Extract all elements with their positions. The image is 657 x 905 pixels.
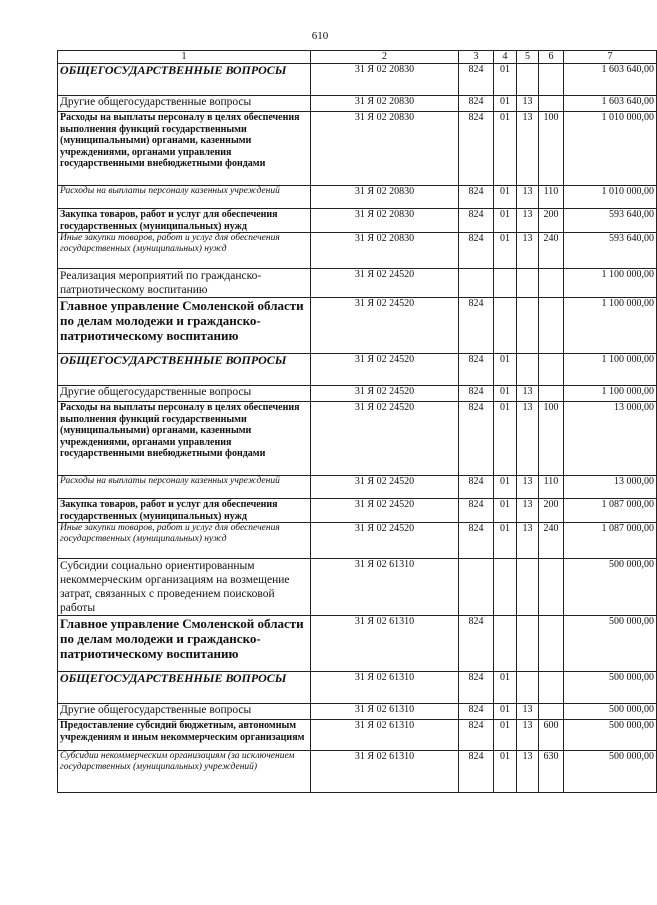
cell-row-name: Другие общегосударственные вопросы <box>58 386 311 402</box>
cell-section-code: 01 <box>494 672 517 704</box>
cell-row-name: ОБЩЕГОСУДАРСТВЕННЫЕ ВОПРОСЫ <box>58 672 311 704</box>
cell-section-code: 01 <box>494 476 517 499</box>
cell-amount: 1 100 000,00 <box>564 298 657 354</box>
cell-amount: 1 100 000,00 <box>564 386 657 402</box>
table-row <box>58 298 657 354</box>
cell-target-code: 31 Я 02 20830 <box>311 209 459 233</box>
cell-row-name: Закупка товаров, работ и услуг для обеспечения государственных (муниципальных) нужд <box>58 499 311 523</box>
cell-subsection-code: 13 <box>517 704 539 720</box>
table-row <box>58 186 657 209</box>
cell-subsection-code <box>517 269 539 298</box>
cell-amount: 593 640,00 <box>564 209 657 233</box>
cell-target-code: 31 Я 02 24520 <box>311 354 459 386</box>
cell-ministry-code <box>459 269 494 298</box>
cell-expense-type-code: 240 <box>539 523 564 559</box>
cell-subsection-code: 13 <box>517 476 539 499</box>
cell-expense-type-code: 600 <box>539 720 564 751</box>
cell-expense-type-code <box>539 559 564 616</box>
cell-ministry-code: 824 <box>459 751 494 793</box>
table-row <box>58 209 657 233</box>
cell-amount: 1 100 000,00 <box>564 269 657 298</box>
cell-section-code: 01 <box>494 64 517 96</box>
cell-amount: 1 010 000,00 <box>564 186 657 209</box>
cell-target-code: 31 Я 02 24520 <box>311 523 459 559</box>
cell-section-code <box>494 298 517 354</box>
table-row <box>58 559 657 616</box>
cell-row-name: Расходы на выплаты персоналу казенных учреждений <box>58 186 311 209</box>
cell-amount: 593 640,00 <box>564 233 657 269</box>
cell-amount: 1 087 000,00 <box>564 523 657 559</box>
cell-ministry-code: 824 <box>459 233 494 269</box>
table-row <box>58 616 657 672</box>
cell-expense-type-code <box>539 269 564 298</box>
cell-amount: 1 100 000,00 <box>564 354 657 386</box>
header-col-7: 7 <box>564 51 657 64</box>
cell-subsection-code: 13 <box>517 233 539 269</box>
header-col-1: 1 <box>58 51 311 64</box>
cell-target-code: 31 Я 02 24520 <box>311 402 459 476</box>
cell-ministry-code: 824 <box>459 499 494 523</box>
budget-table <box>57 50 657 793</box>
cell-target-code: 31 Я 02 20830 <box>311 96 459 112</box>
cell-ministry-code: 824 <box>459 96 494 112</box>
table-body <box>58 64 657 793</box>
header-col-6: 6 <box>539 51 564 64</box>
cell-subsection-code <box>517 64 539 96</box>
cell-expense-type-code <box>539 672 564 704</box>
table-row <box>58 476 657 499</box>
cell-row-name: Расходы на выплаты персоналу казенных учреждений <box>58 476 311 499</box>
page-number: 610 <box>311 30 329 42</box>
cell-subsection-code: 13 <box>517 386 539 402</box>
cell-expense-type-code <box>539 64 564 96</box>
cell-subsection-code <box>517 559 539 616</box>
cell-section-code: 01 <box>494 233 517 269</box>
cell-target-code: 31 Я 02 20830 <box>311 233 459 269</box>
cell-section-code: 01 <box>494 751 517 793</box>
cell-amount: 500 000,00 <box>564 751 657 793</box>
cell-section-code: 01 <box>494 704 517 720</box>
cell-subsection-code: 13 <box>517 96 539 112</box>
cell-expense-type-code: 240 <box>539 233 564 269</box>
cell-ministry-code: 824 <box>459 672 494 704</box>
cell-row-name: ОБЩЕГОСУДАРСТВЕННЫЕ ВОПРОСЫ <box>58 354 311 386</box>
cell-row-name: Главное управление Смоленской области по делам молодежи и гражданско-патриотическому воспитанию <box>58 298 311 354</box>
table-row <box>58 720 657 751</box>
cell-target-code: 31 Я 02 20830 <box>311 112 459 186</box>
cell-expense-type-code <box>539 96 564 112</box>
cell-ministry-code <box>459 559 494 616</box>
header-col-5: 5 <box>517 51 539 64</box>
cell-row-name: Иные закупки товаров, работ и услуг для обеспечения государственных (муниципальных) нужд <box>58 523 311 559</box>
cell-target-code: 31 Я 02 61310 <box>311 672 459 704</box>
cell-expense-type-code: 110 <box>539 186 564 209</box>
cell-subsection-code: 13 <box>517 112 539 186</box>
cell-section-code: 01 <box>494 186 517 209</box>
cell-amount: 13 000,00 <box>564 476 657 499</box>
table-row <box>58 402 657 476</box>
header-col-3: 3 <box>459 51 494 64</box>
cell-row-name: Расходы на выплаты персоналу в целях обеспечения выполнения функций государственными (муниципальными) органами, казенными учреждениями, органами управления государственными внебюджетными фондами <box>58 402 311 476</box>
cell-target-code: 31 Я 02 24520 <box>311 386 459 402</box>
cell-subsection-code <box>517 298 539 354</box>
header-col-4: 4 <box>494 51 517 64</box>
cell-target-code: 31 Я 02 61310 <box>311 751 459 793</box>
table-row <box>58 354 657 386</box>
cell-expense-type-code: 630 <box>539 751 564 793</box>
table-row <box>58 672 657 704</box>
cell-ministry-code: 824 <box>459 704 494 720</box>
cell-section-code: 01 <box>494 112 517 186</box>
cell-expense-type-code <box>539 386 564 402</box>
cell-expense-type-code <box>539 298 564 354</box>
cell-target-code: 31 Я 02 61310 <box>311 720 459 751</box>
cell-target-code: 31 Я 02 24520 <box>311 476 459 499</box>
table-row <box>58 499 657 523</box>
cell-row-name: ОБЩЕГОСУДАРСТВЕННЫЕ ВОПРОСЫ <box>58 64 311 96</box>
cell-subsection-code: 13 <box>517 523 539 559</box>
table-row <box>58 112 657 186</box>
cell-ministry-code: 824 <box>459 186 494 209</box>
cell-ministry-code: 824 <box>459 720 494 751</box>
cell-target-code: 31 Я 02 24520 <box>311 499 459 523</box>
cell-expense-type-code: 200 <box>539 499 564 523</box>
table-row <box>58 64 657 96</box>
cell-section-code <box>494 616 517 672</box>
cell-expense-type-code <box>539 704 564 720</box>
cell-row-name: Другие общегосударственные вопросы <box>58 96 311 112</box>
table-row <box>58 233 657 269</box>
cell-row-name: Главное управление Смоленской области по делам молодежи и гражданско-патриотическому воспитанию <box>58 616 311 672</box>
cell-expense-type-code: 100 <box>539 112 564 186</box>
cell-section-code <box>494 269 517 298</box>
cell-subsection-code: 13 <box>517 209 539 233</box>
cell-row-name: Расходы на выплаты персоналу в целях обеспечения выполнения функций государственными (муниципальными) органами, казенными учреждениями, органами управления государственными внебюджетными фондами <box>58 112 311 186</box>
cell-subsection-code: 13 <box>517 402 539 476</box>
cell-ministry-code: 824 <box>459 298 494 354</box>
cell-target-code: 31 Я 02 61310 <box>311 704 459 720</box>
table-row <box>58 269 657 298</box>
cell-expense-type-code: 100 <box>539 402 564 476</box>
cell-row-name: Субсидии некоммерческим организациям (за исключением государственных (муниципальных) учреждений) <box>58 751 311 793</box>
cell-row-name: Закупка товаров, работ и услуг для обеспечения государственных (муниципальных) нужд <box>58 209 311 233</box>
cell-expense-type-code <box>539 616 564 672</box>
cell-ministry-code: 824 <box>459 616 494 672</box>
table-row <box>58 386 657 402</box>
cell-subsection-code: 13 <box>517 186 539 209</box>
table-row <box>58 523 657 559</box>
cell-ministry-code: 824 <box>459 386 494 402</box>
cell-section-code: 01 <box>494 720 517 751</box>
cell-section-code: 01 <box>494 523 517 559</box>
cell-amount: 500 000,00 <box>564 616 657 672</box>
cell-section-code <box>494 559 517 616</box>
cell-amount: 1 603 640,00 <box>564 64 657 96</box>
cell-amount: 500 000,00 <box>564 559 657 616</box>
cell-section-code: 01 <box>494 354 517 386</box>
cell-row-name: Предоставление субсидий бюджетным, автономным учреждениям и иным некоммерческим организациям <box>58 720 311 751</box>
cell-subsection-code: 13 <box>517 751 539 793</box>
cell-row-name: Другие общегосударственные вопросы <box>58 704 311 720</box>
cell-row-name: Субсидии социально ориентированным некоммерческим организациям на возмещение затрат, связанных с проведением поисковой работы <box>58 559 311 616</box>
cell-subsection-code <box>517 354 539 386</box>
cell-expense-type-code: 110 <box>539 476 564 499</box>
cell-ministry-code: 824 <box>459 64 494 96</box>
cell-ministry-code: 824 <box>459 476 494 499</box>
cell-subsection-code: 13 <box>517 499 539 523</box>
cell-subsection-code: 13 <box>517 720 539 751</box>
cell-amount: 1 010 000,00 <box>564 112 657 186</box>
cell-amount: 13 000,00 <box>564 402 657 476</box>
cell-section-code: 01 <box>494 209 517 233</box>
cell-amount: 1 603 640,00 <box>564 96 657 112</box>
cell-subsection-code <box>517 672 539 704</box>
table-row <box>58 704 657 720</box>
cell-ministry-code: 824 <box>459 402 494 476</box>
cell-target-code: 31 Я 02 24520 <box>311 298 459 354</box>
header-col-2: 2 <box>311 51 459 64</box>
cell-target-code: 31 Я 02 20830 <box>311 186 459 209</box>
cell-section-code: 01 <box>494 386 517 402</box>
cell-subsection-code <box>517 616 539 672</box>
cell-amount: 500 000,00 <box>564 672 657 704</box>
cell-amount: 500 000,00 <box>564 720 657 751</box>
cell-target-code: 31 Я 02 61310 <box>311 559 459 616</box>
cell-row-name: Иные закупки товаров, работ и услуг для обеспечения государственных (муниципальных) нужд <box>58 233 311 269</box>
cell-target-code: 31 Я 02 20830 <box>311 64 459 96</box>
cell-target-code: 31 Я 02 24520 <box>311 269 459 298</box>
cell-ministry-code: 824 <box>459 354 494 386</box>
cell-section-code: 01 <box>494 96 517 112</box>
cell-target-code: 31 Я 02 61310 <box>311 616 459 672</box>
cell-expense-type-code <box>539 354 564 386</box>
cell-row-name: Реализация мероприятий по гражданско-патриотическому воспитанию <box>58 269 311 298</box>
cell-ministry-code: 824 <box>459 523 494 559</box>
cell-amount: 1 087 000,00 <box>564 499 657 523</box>
table-row <box>58 96 657 112</box>
cell-section-code: 01 <box>494 499 517 523</box>
header-row <box>58 51 657 64</box>
cell-expense-type-code: 200 <box>539 209 564 233</box>
cell-section-code: 01 <box>494 402 517 476</box>
table-row <box>58 751 657 793</box>
cell-amount: 500 000,00 <box>564 704 657 720</box>
cell-ministry-code: 824 <box>459 209 494 233</box>
cell-ministry-code: 824 <box>459 112 494 186</box>
